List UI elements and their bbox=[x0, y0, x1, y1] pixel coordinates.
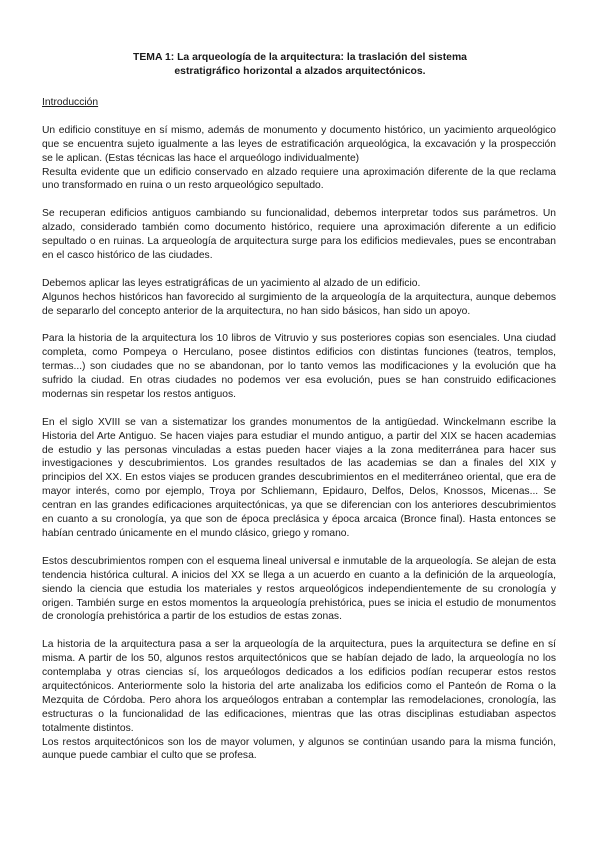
paragraph-1: Un edificio constituye en sí mismo, además de monumento y documento histórico, un yacimiento arqueológico que se encuentra sujeto igualmente a las leyes de estratificación arqueológica, la excavación y la prospección se le aplican. (Estas técnicas las hace el arqueólogo individualmente) bbox=[42, 124, 556, 164]
section-heading-introduccion: Introducción bbox=[42, 97, 99, 108]
paragraph-10: Los restos arquitectónicos son los de mayor volumen, y algunos se continúan usando para la misma función, aunque puede cambiar el culto que se profesa. bbox=[42, 736, 556, 762]
document-title bbox=[60, 51, 540, 79]
paragraph-8: Estos descubrimientos rompen con el esquema lineal universal e inmutable de la arqueología. Se alejan de esta tendencia histórica cultural. A inicios del XX se llega a un acuerdo en cuanto a la definición de la arqueología, siendo la ciencia que estudia los materiales y restos arqueológicos independientemente de su cronología y origen. También surge en estos momentos la arqueología prehistórica, pues se inicia el estudio de monumentos de cronología prehistórica a partir de los estudios de estas zonas. bbox=[42, 555, 556, 623]
title-line-2: estratigráfico horizontal a alzados arquitectónicos. bbox=[174, 66, 426, 77]
paragraph-4: Debemos aplicar las leyes estratigráficas de un yacimiento al alzado de un edificio. bbox=[42, 277, 421, 289]
paragraph-6: Para la historia de la arquitectura los 10 libros de Vitruvio y sus posteriores copias son esenciales. Una ciudad completa, como Pompeya o Herculano, posee distintos edificios con distintas funciones (teatros, templos, termas...) son ciudades que no se abandonan, por lo tanto vemos las modificaciones y la evolución que ha sufrido la ciudad. En otras ciudades no podemos ver esa evolución, pues se han construido edificaciones modernas sin respetar los restos antiguos. bbox=[42, 333, 556, 400]
paragraph-7: En el siglo XVIII se van a sistematizar los grandes monumentos de la antigüedad. Winckelmann escribe la Historia del Arte Antiguo. Se hacen viajes para estudiar el mundo antiguo, a partir del XIX se hacen academias de estudio y las personas vinculadas a estas pueden hacer viajes a la zona mediterránea para hacer sus investigaciones y descubrimientos. Los grandes resultados de las academias se dan a finales del XIX y principios del XX. En estos viajes se producen grandes descubrimientos en el mediterráneo oriental, que era de mayor interés, como por ejemplo, Troya por Schliemann, Epidauro, Delfos, Delos, Knossos, Micenas... Se centran en las grandes edificaciones arquitectónicas, ya que se diferencian con los anteriores descubrimientos en cuanto a su cronología, ya que son de época preclásica y época arcaica (Bronce final). Hasta entonces se habían centrado únicamente en el mundo clásico, griego y romano. bbox=[42, 416, 556, 540]
paragraph-9: La historia de la arquitectura pasa a ser la arqueología de la arquitectura, pues la arquitectura se define en sí misma. A partir de los 50, algunos restos arquitectónicos que se habían dejado de lado, la arqueología no los contemplaba y otras ciencias sí, los arqueólogos dedicados a los edificios podían recuperar estos restos arquitectónicos. Anteriormente solo la historia del arte analizaba los edificios como el Panteón de Roma o la Mezquita de Córdoba. Pero ahora los arqueólogos entraban a contemplar las remodelaciones, cronología, las estructuras o la funcionalidad de las edificaciones, mientras que las otras disciplinas estudiaban aspectos totalmente distintos. bbox=[42, 639, 556, 734]
document-body bbox=[42, 96, 556, 763]
paragraph-5: Algunos hechos históricos han favorecido al surgimiento de la arqueología de la arquitectura, aunque debemos de separarlo del concepto anterior de la arquitectura, no han sido básicos, han sido un apoyo. bbox=[42, 291, 556, 317]
paragraph-2: Resulta evidente que un edificio conservado en alzado requiere una aproximación diferente de la que reclama uno transformado en ruina o un resto arqueológico sepultado. bbox=[42, 166, 556, 192]
title-line-1: TEMA 1: La arqueología de la arquitectura: la traslación del sistema bbox=[133, 52, 467, 63]
paragraph-3: Se recuperan edificios antiguos cambiando su funcionalidad, debemos interpretar todos sus parámetros. Un alzado, considerado también como documento histórico, requiere una aproximación diferente a un edificio sepultado o en ruinas. La arqueología de arquitectura surge para los edificios medievales, pues se encontraban en el casco histórico de las ciudades. bbox=[42, 208, 556, 261]
